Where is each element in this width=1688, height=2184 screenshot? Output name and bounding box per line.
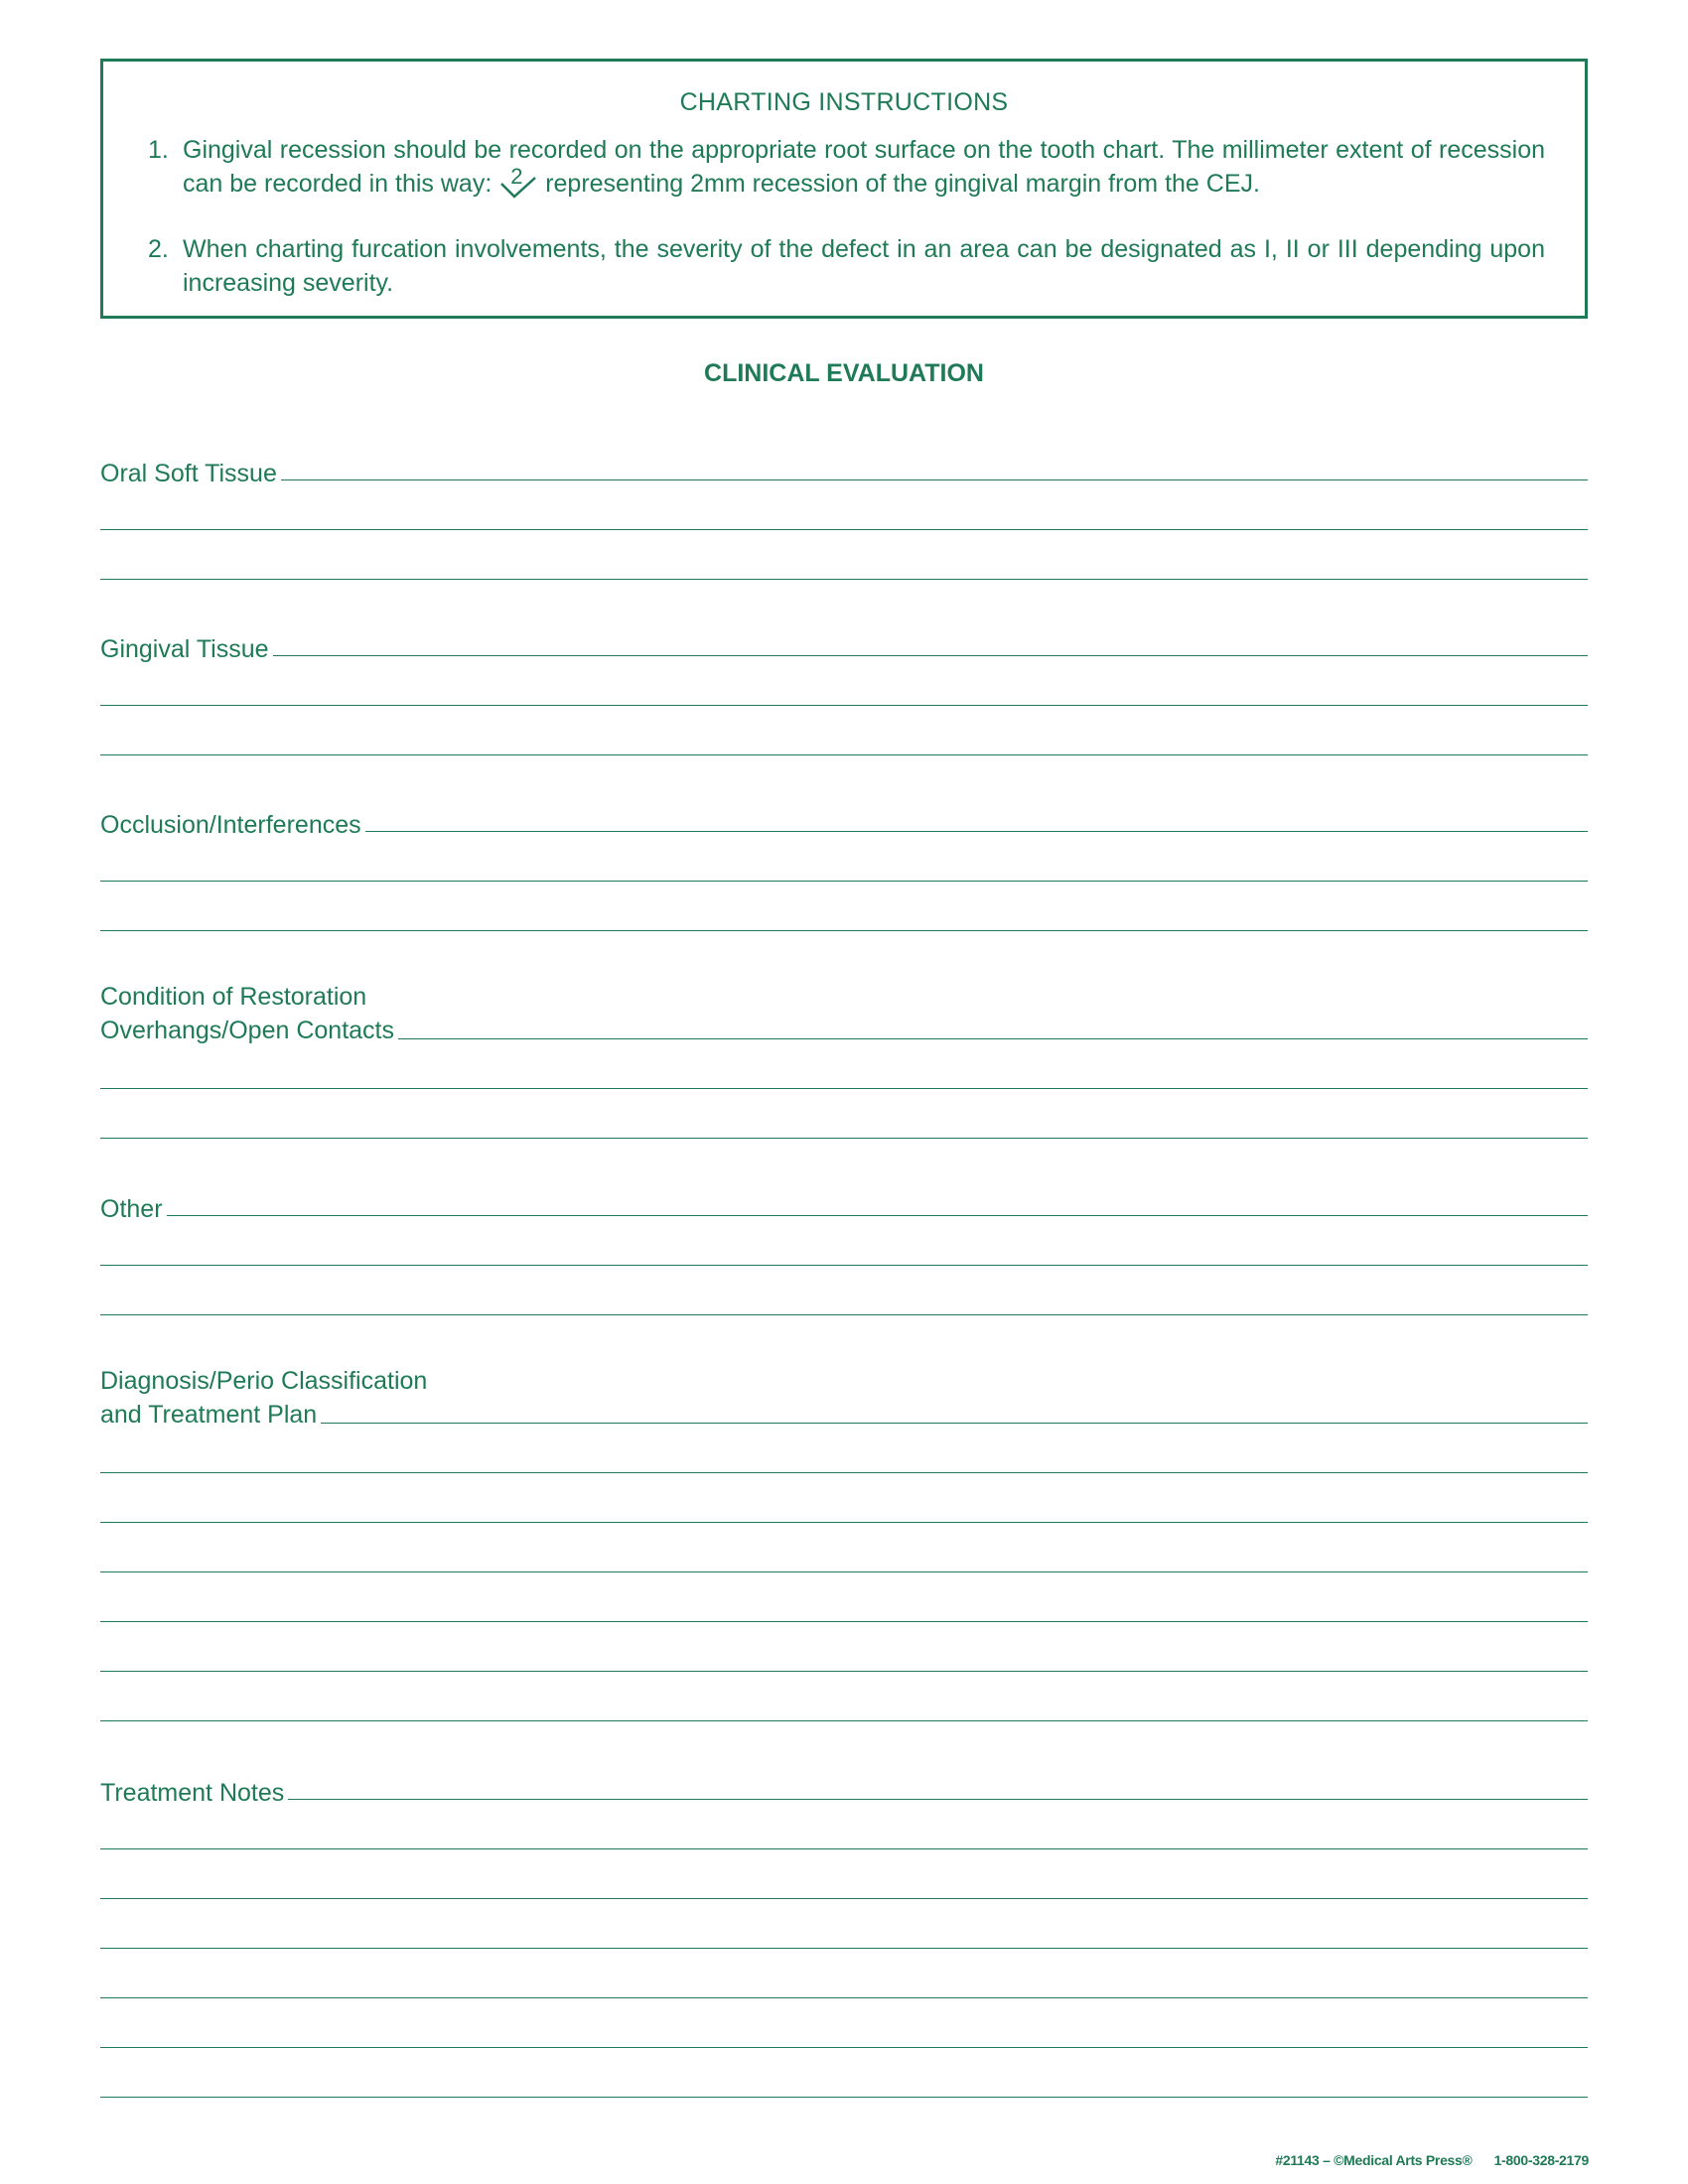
- other-line[interactable]: [100, 1265, 1588, 1266]
- restoration-label-line2: Overhangs/Open Contacts: [100, 1014, 398, 1047]
- other-line[interactable]: [100, 1215, 1588, 1216]
- diagnosis-line[interactable]: [100, 1571, 1588, 1572]
- charting-instructions-box: [100, 59, 1588, 319]
- instruction-text: [183, 133, 1545, 201]
- treatment-notes-line[interactable]: [100, 1799, 1588, 1800]
- occlusion-line[interactable]: [100, 881, 1588, 882]
- restoration-label-line1: Condition of Restoration: [100, 980, 370, 1014]
- gingival-tissue-line[interactable]: [100, 655, 1588, 656]
- diagnosis-line[interactable]: [100, 1423, 1588, 1424]
- other-line[interactable]: [100, 1314, 1588, 1315]
- footer-form-info: #21143 – ©Medical Arts Press®: [1275, 2152, 1473, 2168]
- oral-soft-tissue-line[interactable]: [100, 579, 1588, 580]
- instruction-item-1: [148, 133, 1545, 201]
- restoration-line[interactable]: [100, 1138, 1588, 1139]
- treatment-notes-line[interactable]: [100, 1848, 1588, 1849]
- gingival-tissue-line[interactable]: [100, 754, 1588, 755]
- diagnosis-label-line1: Diagnosis/Perio Classification: [100, 1364, 431, 1398]
- treatment-notes-line[interactable]: [100, 2097, 1588, 2098]
- instruction-text-part-a: Gingival recession should be recorded on the appropriate root surface on the tooth chart. The millimeter extent of recession can be recorded in this way:: [183, 136, 1545, 198]
- diagnosis-line[interactable]: [100, 1671, 1588, 1672]
- gingival-tissue-label: Gingival Tissue: [100, 632, 273, 666]
- restoration-line[interactable]: [100, 1088, 1588, 1089]
- footer-phone: 1-800-328-2179: [1493, 2152, 1589, 2168]
- instruction-text-part-b: representing 2mm recession of the gingival margin from the CEJ.: [545, 170, 1260, 198]
- treatment-notes-line[interactable]: [100, 1948, 1588, 1949]
- instruction-text: When charting furcation involvements, the severity of the defect in an area can be designated as I, II or III depending upon increasing severity.: [183, 235, 1545, 297]
- diagnosis-line[interactable]: [100, 1522, 1588, 1523]
- oral-soft-tissue-label: Oral Soft Tissue: [100, 457, 281, 490]
- diagnosis-label-line2: and Treatment Plan: [100, 1398, 321, 1432]
- diagnosis-line[interactable]: [100, 1472, 1588, 1473]
- instructions-title: CHARTING INSTRUCTIONS: [679, 88, 1009, 116]
- treatment-notes-line[interactable]: [100, 2047, 1588, 2048]
- instruction-number: 2.: [148, 235, 169, 263]
- recession-check-icon: [498, 164, 538, 200]
- section-title: CLINICAL EVALUATION: [704, 359, 984, 387]
- treatment-notes-line[interactable]: [100, 1898, 1588, 1899]
- form-footer: [1275, 2152, 1589, 2168]
- diagnosis-line[interactable]: [100, 1720, 1588, 1721]
- treatment-notes-line[interactable]: [100, 1997, 1588, 1998]
- instruction-item-2: [148, 232, 1545, 300]
- gingival-tissue-line[interactable]: [100, 705, 1588, 706]
- diagnosis-line[interactable]: [100, 1621, 1588, 1622]
- recession-check-number: 2: [510, 164, 523, 189]
- instruction-number: 1.: [148, 136, 169, 164]
- occlusion-label: Occlusion/Interferences: [100, 808, 365, 842]
- occlusion-line[interactable]: [100, 930, 1588, 931]
- other-label: Other: [100, 1192, 167, 1226]
- oral-soft-tissue-line[interactable]: [100, 479, 1588, 480]
- oral-soft-tissue-line[interactable]: [100, 529, 1588, 530]
- treatment-notes-label: Treatment Notes: [100, 1776, 288, 1810]
